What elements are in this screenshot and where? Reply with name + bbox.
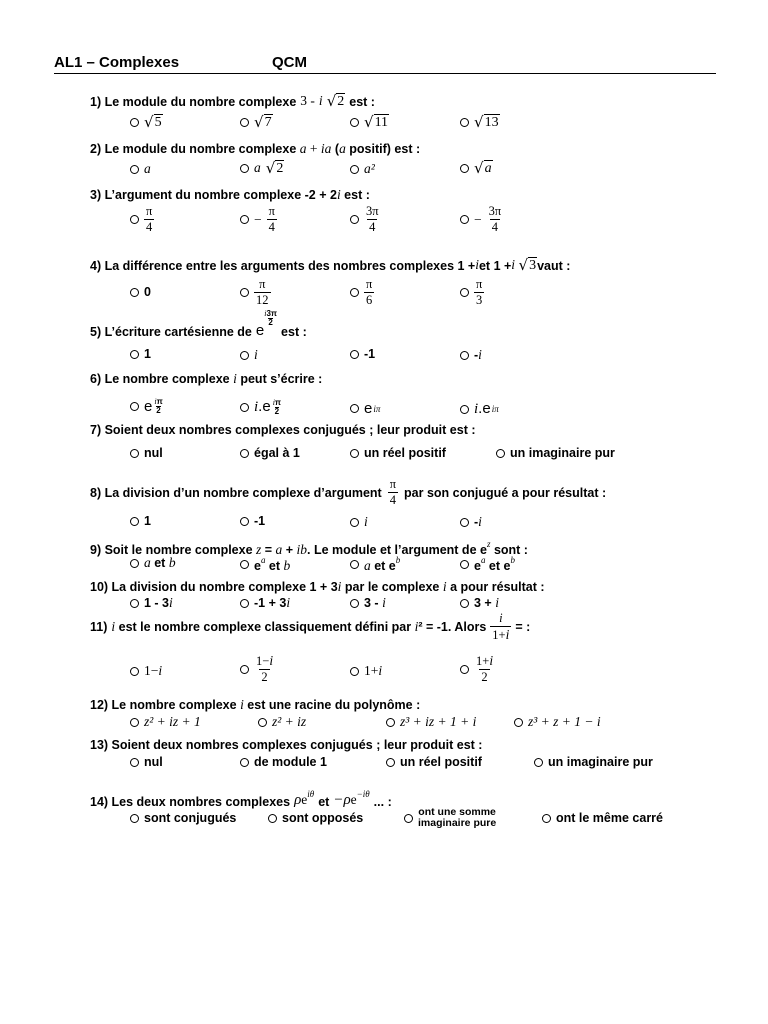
q9-option-1[interactable]: a et b — [130, 555, 176, 571]
question-1-text: 1) Le module du nombre complexe — [90, 95, 297, 110]
q9-option-4[interactable]: $e^a$ et $e^b$ — [460, 555, 515, 573]
page-subtitle: QCM — [272, 54, 307, 71]
q13-option-1[interactable]: nul — [130, 755, 163, 769]
question-8: 8) La division d’un nombre complexe d’argument $\frac{\pi}{4}$ par son conjugué a pour résultat : — [90, 477, 607, 508]
radio-icon[interactable] — [130, 599, 139, 608]
q1-post: est : — [349, 95, 375, 110]
q5-option-2[interactable]: i — [240, 347, 258, 363]
radio-icon[interactable] — [130, 288, 139, 297]
radio-icon[interactable] — [460, 518, 469, 527]
q1-expr: 3 - — [300, 93, 315, 109]
question-7: 7) Soient deux nombres complexes conjugués ; leur produit est : — [90, 423, 476, 437]
radio-icon[interactable] — [350, 449, 359, 458]
q11-option-1[interactable]: 1−i — [130, 663, 162, 679]
question-6: 6) Le nombre complexe i peut s’écrire : — [90, 371, 323, 386]
q11-option-4[interactable]: $\frac{1+i}{2}$ — [460, 654, 495, 684]
q7-option-4[interactable]: un imaginaire pur — [496, 446, 615, 460]
q10-option-2[interactable]: -1 + 3i — [240, 595, 290, 611]
q14-option-4[interactable]: ont le même carré — [542, 811, 663, 825]
q3-option-3[interactable]: $\frac{3\pi}{4}$ — [350, 205, 381, 234]
radio-icon[interactable] — [350, 165, 359, 174]
radio-icon[interactable] — [268, 814, 277, 823]
radio-icon[interactable] — [240, 758, 249, 767]
q6-option-1[interactable]: e iπ 2 — [130, 398, 163, 415]
radio-icon[interactable] — [130, 215, 139, 224]
header-rule — [54, 73, 716, 74]
q12-option-4[interactable]: z³ + z + 1 − i — [514, 714, 601, 730]
q12-option-3[interactable]: z³ + iz + 1 + i — [386, 714, 476, 730]
q4-option-1[interactable]: 0 — [130, 285, 151, 299]
radio-icon[interactable] — [460, 599, 469, 608]
radio-icon[interactable] — [404, 814, 413, 823]
q2-option-1[interactable]: a — [130, 161, 151, 177]
q2-option-3[interactable]: a² — [350, 161, 375, 177]
q1-option-1[interactable]: √ 5 — [130, 114, 163, 130]
radio-icon[interactable] — [130, 350, 139, 359]
radio-icon[interactable] — [460, 288, 469, 297]
radio-icon[interactable] — [240, 118, 249, 127]
q2-option-4[interactable]: √ a — [460, 160, 493, 176]
q14-option-1[interactable]: sont conjugués — [130, 811, 236, 825]
question-13: 13) Soient deux nombres complexes conjugués ; leur produit est : — [90, 738, 483, 752]
q1-expr-i: i — [318, 93, 323, 109]
question-1 — [90, 93, 375, 109]
radio-icon[interactable] — [130, 165, 139, 174]
question-5: 5) L’écriture cartésienne de e i3π 2 est : — [90, 309, 307, 339]
q11-option-2[interactable]: $\frac{1-i}{2}$ — [240, 654, 275, 684]
radio-icon[interactable] — [386, 718, 395, 727]
radio-icon[interactable] — [460, 164, 469, 173]
radio-icon[interactable] — [130, 758, 139, 767]
q4-option-4[interactable]: $\frac{\pi}{3}$ — [460, 278, 484, 307]
radio-icon[interactable] — [130, 402, 139, 411]
q1-option-3[interactable]: √ 11 — [350, 114, 389, 130]
q12-option-1[interactable]: z² + iz + 1 — [130, 714, 201, 730]
radio-icon[interactable] — [350, 518, 359, 527]
radio-icon[interactable] — [350, 560, 359, 569]
radio-icon[interactable] — [460, 215, 469, 224]
radio-icon[interactable] — [496, 449, 505, 458]
q6-option-4[interactable]: i.e iπ — [460, 400, 499, 418]
q14-option-3-line-2: imaginaire pure — [418, 817, 497, 830]
q10-option-4[interactable]: 3 + i — [460, 595, 499, 611]
radio-icon[interactable] — [240, 449, 249, 458]
question-9: 9) Soit le nombre complexe z = a + ib. Le module et l’argument de $e^z$ sont : — [90, 539, 528, 557]
radio-icon[interactable] — [350, 350, 359, 359]
q7-option-3[interactable]: un réel positif — [350, 446, 446, 460]
radio-icon[interactable] — [130, 718, 139, 727]
radio-icon[interactable] — [130, 449, 139, 458]
q5-option-1[interactable]: 1 — [130, 347, 151, 361]
radio-icon[interactable] — [240, 560, 249, 569]
radio-icon[interactable] — [240, 164, 249, 173]
q14-option-3[interactable] — [404, 807, 496, 829]
q1-option-4[interactable]: √ 13 — [460, 114, 500, 130]
q12-option-2[interactable]: z² + iz — [258, 714, 306, 730]
q13-option-3[interactable]: un réel positif — [386, 755, 482, 769]
q4-option-2[interactable]: $\frac{\pi}{12}$ — [240, 278, 271, 307]
radio-icon[interactable] — [240, 665, 249, 674]
radio-icon[interactable] — [542, 814, 551, 823]
q6-option-2[interactable]: i.e iπ 2 — [240, 398, 281, 416]
q7-option-1[interactable]: nul — [130, 446, 163, 460]
radio-icon[interactable] — [240, 517, 249, 526]
radio-icon[interactable] — [240, 403, 249, 412]
radio-icon[interactable] — [534, 758, 543, 767]
q8-option-2[interactable]: -1 — [240, 514, 265, 528]
q2-option-2[interactable]: a √ 2 — [240, 160, 284, 176]
radio-icon[interactable] — [350, 288, 359, 297]
radio-icon[interactable] — [130, 118, 139, 127]
radio-icon[interactable] — [350, 404, 359, 413]
question-14: 14) Les deux nombres complexes $\rho e^{i\theta}$ et $-\rho e^{-i\theta}$ ... : — [90, 789, 392, 809]
radio-icon[interactable] — [350, 667, 359, 676]
q7-option-2[interactable]: égal à 1 — [240, 446, 300, 460]
q14-option-2[interactable]: sont opposés — [268, 811, 363, 825]
q3-option-2[interactable]: − $\frac{\pi}{4}$ — [240, 205, 277, 234]
question-10: 10) La division du nombre complexe 1 + 3i par le complexe i a pour résultat : — [90, 579, 545, 594]
q3-option-1[interactable]: $\frac{\pi}{4}$ — [130, 205, 154, 234]
question-4: 4) La différence entre les arguments des nombres complexes 1 + i et 1 + i √ 3 vaut : — [90, 256, 571, 275]
question-12: 12) Le nombre complexe i est une racine du polynôme : — [90, 697, 421, 712]
radio-icon[interactable] — [514, 718, 523, 727]
radio-icon[interactable] — [240, 215, 249, 224]
radio-icon[interactable] — [386, 758, 395, 767]
question-3: 3) L’argument du nombre complexe -2 + 2i est : — [90, 187, 370, 202]
q5-option-4[interactable]: -i — [460, 347, 482, 363]
q11-option-3[interactable]: 1+i — [350, 663, 382, 679]
radio-icon[interactable] — [258, 718, 267, 727]
q8-option-3[interactable]: i — [350, 514, 368, 530]
q10-option-1[interactable]: 1 - 3i — [130, 595, 173, 611]
q8-option-1[interactable]: 1 — [130, 514, 151, 528]
q9-option-2[interactable]: $e^a$ et b — [240, 555, 290, 574]
radio-icon[interactable] — [460, 118, 469, 127]
radio-icon[interactable] — [130, 559, 139, 568]
radio-icon[interactable] — [130, 814, 139, 823]
q13-option-4[interactable]: un imaginaire pur — [534, 755, 653, 769]
radio-icon[interactable] — [460, 665, 469, 674]
radio-icon[interactable] — [350, 118, 359, 127]
question-11: 11) i est le nombre complexe classiquement défini par i² = -1. Alors $\frac{i}{1+i}$ = : — [90, 611, 531, 643]
q8-option-4[interactable]: -i — [460, 514, 482, 530]
q3-option-4[interactable]: − $\frac{3\pi}{4}$ — [460, 205, 503, 234]
radio-icon[interactable] — [460, 405, 469, 414]
radio-icon[interactable] — [240, 599, 249, 608]
radio-icon[interactable] — [240, 288, 249, 297]
q6-option-3[interactable]: e iπ — [350, 400, 380, 417]
radio-icon[interactable] — [460, 351, 469, 360]
q1-option-2[interactable]: √ 7 — [240, 114, 273, 130]
radio-icon[interactable] — [350, 599, 359, 608]
radio-icon[interactable] — [460, 560, 469, 569]
q14-option-3-line-1: ont une somme — [418, 806, 496, 818]
radio-icon[interactable] — [350, 215, 359, 224]
question-2: 2) Le module du nombre complexe a + ia (a positif) est : — [90, 141, 421, 156]
q4-option-3[interactable]: $\frac{\pi}{6}$ — [350, 278, 374, 307]
q10-option-3[interactable]: 3 - i — [350, 595, 386, 611]
radio-icon[interactable] — [130, 667, 139, 676]
q1-sqrt: √ 2 — [326, 92, 345, 111]
radio-icon[interactable] — [240, 351, 249, 360]
q5-option-3[interactable]: -1 — [350, 347, 375, 361]
q9-option-3[interactable]: a et $e^b$ — [350, 555, 400, 574]
q13-option-2[interactable]: de module 1 — [240, 755, 327, 769]
page-title: AL1 – Complexes — [54, 54, 180, 71]
radio-icon[interactable] — [130, 517, 139, 526]
